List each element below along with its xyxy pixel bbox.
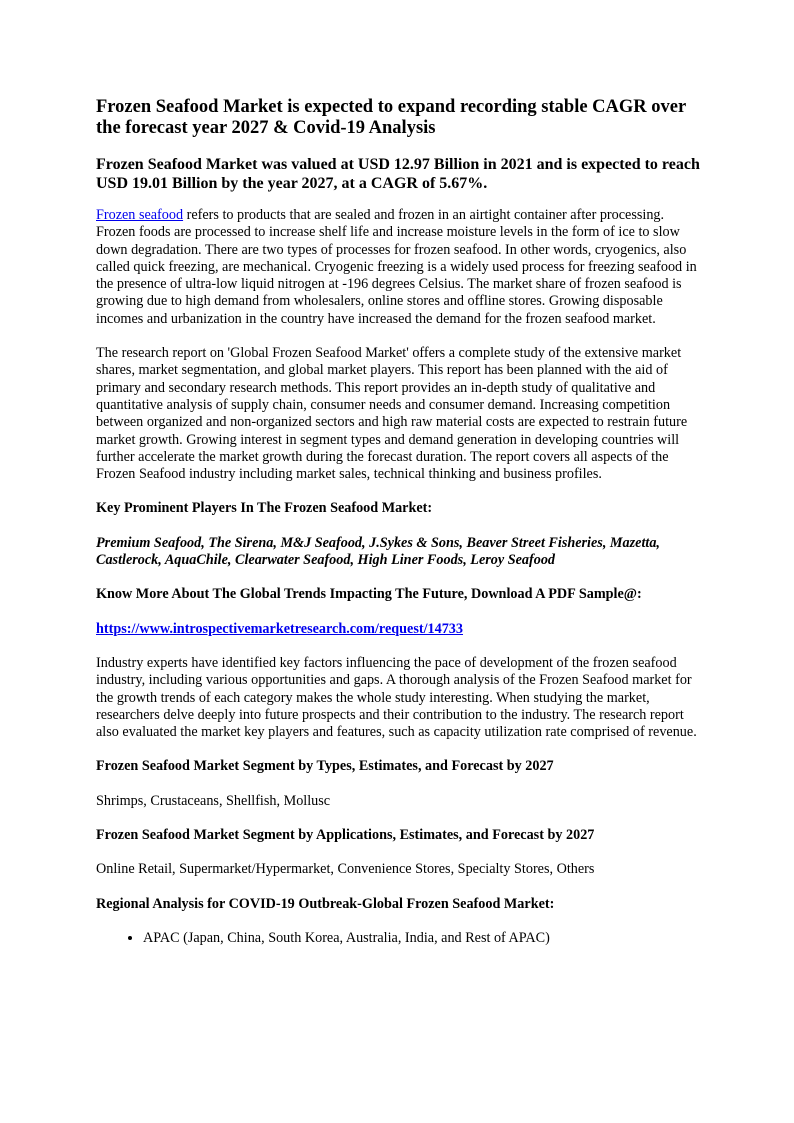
players-heading: Key Prominent Players In The Frozen Seafood Market: xyxy=(96,500,433,517)
region-item: • APAC (Japan, China, South Korea, Australia, India, and Rest of APAC) xyxy=(143,930,704,947)
experts-paragraph: Industry experts have identified key factors influencing the pace of development of the frozen seafood industry, including various opportunities and gaps. A thorough analysis of the Frozen Seafood market for the growth trends of each category makes the whole study interesting. When studying the market, researchers delve deeply into future prospects and their contribution to the industry. The research report also evaluated the market key players and features, such as capacity utilization rate comprised of revenue. xyxy=(96,654,697,741)
regional-heading: Regional Analysis for COVID-19 Outbreak-Global Frozen Seafood Market: xyxy=(96,895,555,912)
research-paragraph: The research report on 'Global Frozen Seafood Market' offers a complete study of the extensive market shares, market segmentation, and global market players. This report has been planned with the aid of primary and secondary research methods. This report provides an in-depth study of qualitative and quantitative analysis of supply chain, consumer needs and consumer demand. Increasing competition between organized and non-organized sectors and high raw material costs are expected to restrain future market growth. Growing interest in segment types and demand generation in developing countries will further accelerate the market growth during the forecast duration. The report covers all aspects of the Frozen Seafood industry including market sales, technical thinking and business profiles. xyxy=(96,345,688,483)
intro-paragraph xyxy=(96,207,704,328)
intro-text: refers to products that are sealed and frozen in an airtight container after processing. Frozen foods are processed to increase shelf life and increase moisture levels in the form of ice to slow down degradation. There are two types of processes for frozen seafood. In other words, cryogenics, also called quick freezing, are mechanical. Cryogenic freezing is a widely used process for freezing seafood in the presence of ultra-low liquid nitrogen at -196 degrees Celsius. The market share of frozen seafood is growing due to high demand from wholesalers, online stores and offline stores. Growing disposable incomes and urbanization in the country have increased the demand for the frozen seafood market. xyxy=(96,207,697,327)
regions-list xyxy=(96,930,704,947)
sample-heading: Know More About The Global Trends Impacting The Future, Download A PDF Sample@: xyxy=(96,586,642,603)
sample-link-paragraph xyxy=(96,621,704,638)
frozen-seafood-link[interactable]: Frozen seafood xyxy=(96,207,184,223)
types-heading: Frozen Seafood Market Segment by Types, Estimates, and Forecast by 2027 xyxy=(96,758,554,775)
players-list: Premium Seafood, The Sirena, M&J Seafood, J.Sykes & Sons, Beaver Street Fisheries, Mazetta, Castlerock, AquaChile, Clearwater Seafood, High Liner Foods, Leroy Seafood xyxy=(96,534,660,569)
document-subtitle: Frozen Seafood Market was valued at USD 12.97 Billion in 2021 and is expected to reach USD 19.01 Billion by the year 2027, at a CAGR of 5.67%. xyxy=(96,156,700,192)
applications-heading: Frozen Seafood Market Segment by Applications, Estimates, and Forecast by 2027 xyxy=(96,827,595,844)
types-list: Shrimps, Crustaceans, Shellfish, Mollusc xyxy=(96,792,331,809)
sample-request-link[interactable]: https://www.introspectivemarketresearch.com/request/14733 xyxy=(96,620,463,637)
document-page xyxy=(96,97,704,947)
document-title: Frozen Seafood Market is expected to expand recording stable CAGR over the forecast year 2027 & Covid-19 Analysis xyxy=(96,97,686,138)
applications-list: Online Retail, Supermarket/Hypermarket, Convenience Stores, Specialty Stores, Others xyxy=(96,861,595,878)
